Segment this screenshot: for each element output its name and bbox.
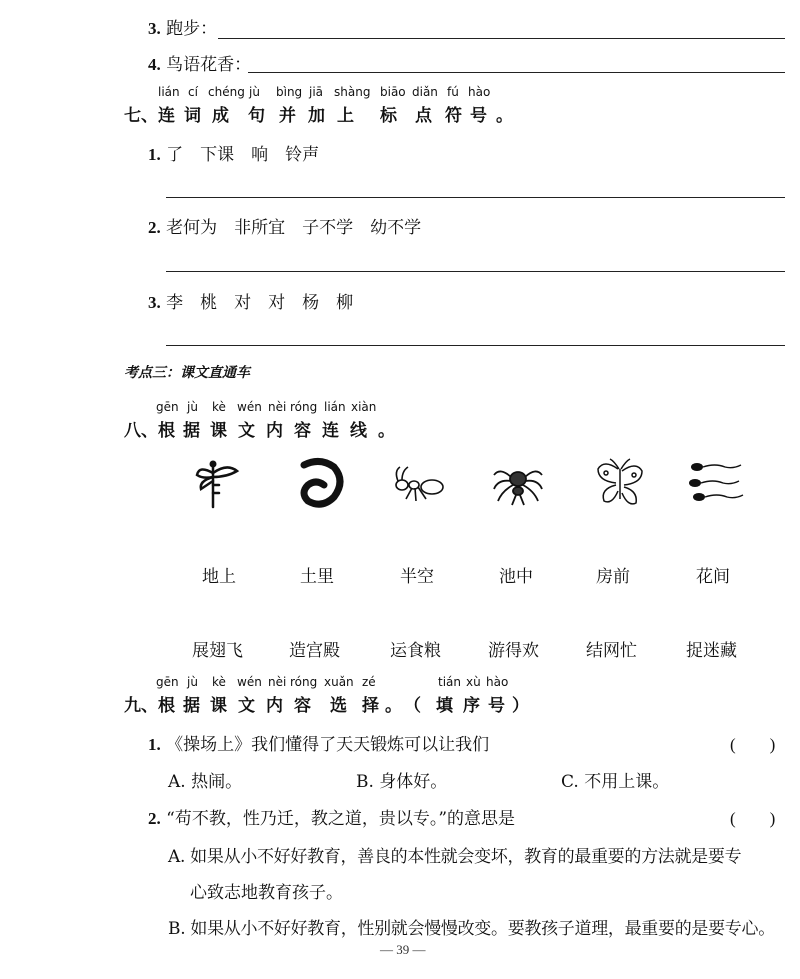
pinyin: gēn	[156, 675, 179, 689]
earthworm-icon	[290, 455, 350, 515]
item-number: 3.	[148, 293, 161, 312]
pinyin: róng	[290, 675, 318, 689]
item-text: 了 下课 响 铃声	[166, 145, 320, 165]
spider-icon	[488, 455, 548, 515]
prev-item-4	[148, 50, 251, 75]
answer-paren[interactable]: ( )	[730, 809, 776, 828]
char: 文	[238, 696, 255, 716]
prev-item-3	[148, 14, 217, 39]
char: 并	[279, 106, 296, 126]
pinyin: kè	[212, 400, 226, 414]
char: 符	[445, 106, 462, 126]
pinyin: xù	[466, 675, 481, 689]
pinyin: lián	[324, 400, 346, 414]
pinyin: róng	[290, 400, 318, 414]
action-label: 游得欢	[488, 641, 539, 661]
question-text: 《操场上》我们懂得了天天锻炼可以让我们	[166, 735, 490, 755]
place-label: 地上	[202, 567, 236, 587]
option-a: A. 如果从小不好好教育，善良的本性就会变坏，教育的最重要的方法就是要专	[168, 847, 742, 867]
pinyin: chéng	[208, 85, 245, 99]
char: 号	[470, 106, 487, 126]
char: （	[404, 696, 421, 716]
action-label: 结网忙	[586, 641, 637, 661]
char: 加	[308, 106, 325, 126]
q9-item-2	[148, 804, 515, 829]
action-label: 展翅飞	[192, 641, 243, 661]
q7-heading	[0, 101, 800, 126]
char: 内	[266, 696, 283, 716]
pinyin: wén	[237, 400, 262, 414]
q9-pinyin	[0, 675, 800, 691]
q7-item-2	[148, 213, 421, 238]
pinyin: lián	[158, 85, 180, 99]
char: 线	[350, 421, 367, 441]
char: 据	[183, 696, 200, 716]
pinyin: cí	[188, 85, 198, 99]
pinyin: hào	[468, 85, 491, 99]
pinyin: nèi	[268, 675, 287, 689]
char: 连	[158, 106, 175, 126]
section-title: 考点三：课文直通车	[124, 365, 250, 381]
char: 课	[210, 421, 227, 441]
option-a-continued: 心致志地教育孩子。	[190, 883, 343, 903]
pinyin: tián	[438, 675, 461, 689]
pinyin: hào	[486, 675, 509, 689]
q7-pinyin	[0, 85, 800, 101]
ant-icon	[388, 455, 448, 515]
pinyin: kè	[212, 675, 226, 689]
answer-line	[166, 345, 785, 346]
pinyin: gēn	[156, 400, 179, 414]
option-c: C. 不用上课。	[561, 772, 670, 792]
char: 。	[378, 421, 395, 441]
item-number: 4.	[148, 55, 161, 74]
item-text: 李 桃 对 对 杨 柳	[166, 293, 354, 313]
pinyin: jù	[187, 400, 198, 414]
char: 容	[294, 421, 311, 441]
pinyin: diǎn	[412, 85, 438, 99]
q8-heading	[0, 416, 800, 441]
char: 上	[337, 106, 354, 126]
char: 填	[436, 696, 453, 716]
char: 成	[212, 106, 229, 126]
char: 标	[380, 106, 397, 126]
pinyin: xuǎn	[324, 675, 354, 689]
q7-item-1	[148, 140, 319, 165]
char: 。	[496, 106, 513, 126]
option-a: A. 热闹。	[168, 772, 243, 792]
pinyin: jù	[249, 85, 260, 99]
answer-line	[248, 72, 785, 73]
answer-line	[166, 271, 785, 272]
option-b: B. 如果从小不好好教育，性别就会慢慢改变。要教孩子道理，最重要的是要专心。	[168, 919, 775, 939]
tadpoles-icon	[685, 455, 745, 515]
char: 连	[322, 421, 339, 441]
place-label: 半空	[400, 567, 434, 587]
action-label: 捉迷藏	[686, 641, 737, 661]
place-label: 花间	[696, 567, 730, 587]
char: 点	[415, 106, 432, 126]
pinyin: biāo	[380, 85, 406, 99]
char: 内	[266, 421, 283, 441]
char: 根	[158, 421, 175, 441]
char: 文	[238, 421, 255, 441]
pinyin: zé	[362, 675, 376, 689]
item-number: 1.	[148, 735, 161, 754]
q9-heading	[0, 691, 800, 716]
item-number: 2.	[148, 218, 161, 237]
pinyin: wén	[237, 675, 262, 689]
char: 择	[362, 696, 379, 716]
action-label: 造宫殿	[289, 641, 340, 661]
q9-item-1	[148, 730, 489, 755]
item-text: 鸟语花香：	[166, 55, 252, 75]
char: 序	[463, 696, 480, 716]
place-label: 土里	[300, 567, 334, 587]
pinyin: fú	[447, 85, 459, 99]
pinyin: bìng	[276, 85, 303, 99]
item-text: 跑步：	[166, 19, 218, 39]
char: 根	[158, 696, 175, 716]
q7-item-3	[148, 288, 353, 313]
page-number: — 39 —	[380, 942, 426, 957]
pinyin: jiā	[309, 85, 324, 99]
item-number: 3.	[148, 19, 161, 38]
char: 号	[488, 696, 505, 716]
char: 课	[210, 696, 227, 716]
pinyin: jù	[187, 675, 198, 689]
pinyin: shàng	[334, 85, 371, 99]
pinyin: xiàn	[351, 400, 377, 414]
char: 据	[183, 421, 200, 441]
char: 选	[330, 696, 347, 716]
char: 词	[184, 106, 201, 126]
pinyin: nèi	[268, 400, 287, 414]
char: ）	[512, 696, 529, 716]
option-b: B. 身体好。	[356, 772, 448, 792]
butterfly-icon	[590, 455, 650, 515]
q9-prefix: 九、	[124, 696, 158, 716]
action-label: 运食粮	[390, 641, 441, 661]
q7-prefix: 七、	[124, 106, 158, 126]
answer-line	[166, 197, 785, 198]
char: 容	[294, 696, 311, 716]
q8-pinyin	[0, 400, 800, 416]
q8-prefix: 八、	[124, 421, 158, 441]
place-label: 池中	[499, 567, 533, 587]
item-text: 老何为 非所宜 子不学 幼不学	[166, 218, 422, 238]
char: 。	[385, 696, 402, 716]
item-number: 1.	[148, 145, 161, 164]
item-number: 2.	[148, 809, 161, 828]
place-label: 房前	[596, 567, 630, 587]
answer-paren[interactable]: ( )	[730, 735, 776, 754]
question-text: “苟不教，性乃迁，教之道，贵以专。”的意思是	[166, 809, 516, 829]
dragonfly-icon	[185, 455, 245, 515]
answer-line	[218, 38, 785, 39]
char: 句	[248, 106, 265, 126]
